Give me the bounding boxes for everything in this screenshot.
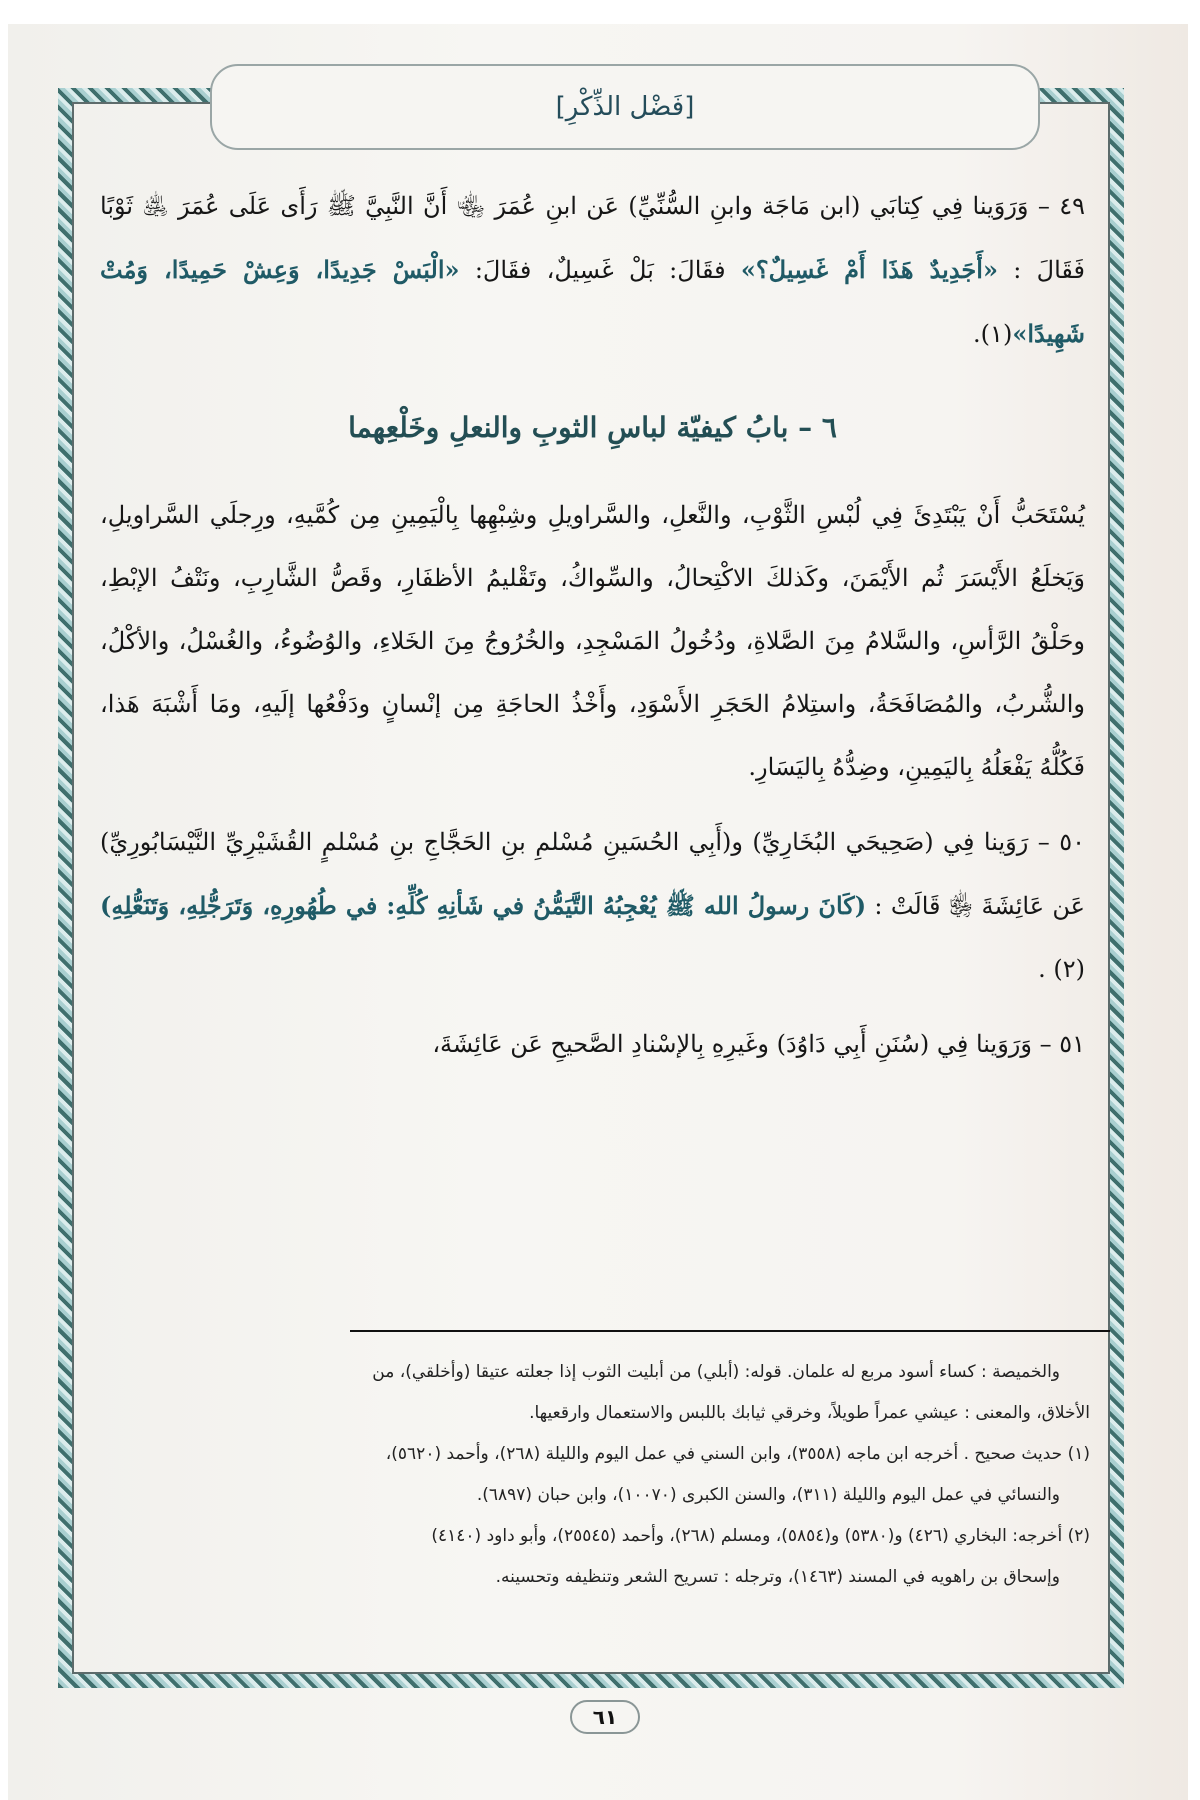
hadith-49-line1: ٤٩ – وَرَوَينا فِي كِتابَي (ابن مَاجَة وابنِ السُّنِّيِّ) عَن ابنِ عُمَرَ ﵄ أَنَّ النَّبِيَّ ﷺ (326, 192, 1085, 220)
footnote-continuation-1: والخميصة : كساء أسود مربع له علمان. قوله: (أبلي) من أبليت الثوب إذا جعلته عتيقا (وأخلقي)، من (372, 1362, 1060, 1382)
running-header (210, 64, 1040, 150)
page-number (570, 1700, 640, 1734)
hadith-49-quote: «أَجَدِيدٌ هَذَا أَمْ غَسِيلٌ؟» (740, 255, 998, 284)
footnote-ref-1: (١). (973, 320, 1013, 348)
running-header-title: [فَضْل الذِّكْرِ] (555, 92, 695, 122)
footnote-1-line2: والنسائي في عمل اليوم والليلة (٣١١)، والسنن الكبرى (١٠٠٧٠)، وابن حبان (٦٨٩٧). (476, 1485, 1060, 1505)
hadith-51: ٥١ – وَرَوَينا فِي (سُنَنِ أَبِي دَاوُدَ) وغَيرِهِ بِالإسْنادِ الصَّحيحِ عَن عَائِشَةَ، (432, 1030, 1085, 1058)
hadith-50-quote: (كَانَ رسولُ الله ﷺ يُعْجِبُهُ التَّيَمُّنُ في شَأنِهِ كُلِّهِ: في طُهُورِهِ، وَتَرَجُّلِهِ، وَتَنَعُّلِهِ) (100, 891, 867, 920)
hadith-49-quote-2: «الْبَسْ جَدِيدًا، وَعِشْ حَمِيدًا، وَمُتْ شَهِيدًا» (100, 255, 1085, 348)
intro-paragraph: يُسْتَحَبُّ أَنْ يَبْتَدِئَ فِي لُبْسِ الثَّوْبِ، والنَّعلِ، والسَّراويلِ وشِبْهِها بِالْيَمِينِ مِن كُمَّيهِ، ورِجلَي السَّراويلِ، وَيَخلَعُ الأَيْسَرَ ثُم الأَيْمَنَ، وكَذلكَ الاكْتِحالُ، والسِّواكُ، وتَقْليمُ الأظفَارِ، وقَصُّ الشَّارِبِ، ونَتْفُ الإبْطِ، وحَلْقُ الرَّأسِ، والسَّلامُ مِنَ الصَّلاةِ، ودُخُولُ المَسْجِدِ، والخُرُوجُ مِنَ الخَلاءِ، والوُضُوءُ، والغُسْلُ، والأكْلُ، والشُّربُ، والمُصَافَحَةُ، واستِلامُ الحَجَرِ الأَسْوَدِ، وأَخْذُ الحاجَةِ مِن إنْسانٍ ودَفْعُها إلَيهِ، ومَا أَشْبَهَ هَذا، فَكُلُّهُ يَفْعَلُهُ بِاليَمِينِ، وضِدُّهُ بِاليَسَارِ. (100, 501, 1085, 781)
footnote-continuation-2: الأخلاق، والمعنى : عيشي عمراً طويلاً، وخرقي ثيابك باللبس والاستعمال وارقعيها. (529, 1403, 1090, 1423)
footnote-ref-2: (٢) . (1038, 955, 1085, 983)
hadith-50 (100, 811, 1085, 1001)
section-heading: ٦ – بابُ كيفيّة لباسِ الثوبِ والنعلِ وخَلْعِهما (348, 411, 837, 444)
hadith-49 (100, 175, 1085, 366)
hadith-49-prefix: رَأَى عَلَى عُمَرَ ﵁ ثَوْبًا فَقَالَ : (100, 192, 1085, 284)
hadith-49-suffix: فقَالَ: بَلْ غَسِيلٌ، فقَالَ: (474, 256, 741, 284)
footnote-2-line2: وإسحاق بن راهويه في المسند (١٤٦٣)، وترجله : تسريح الشعر وتنظيفه وتحسينه. (495, 1567, 1060, 1587)
footnote-1-line1: (١) حديث صحيح . أخرجه ابن ماجه (٣٥٥٨)، وابن السني في عمل اليوم والليلة (٢٦٨)، وأحمد (٥٦٢٠)، (385, 1444, 1090, 1464)
hadith-50-prefix: ٥٠ – رَوَينا فِي (صَحِيحَي البُخَارِيِّ) و(أَبِي الحُسَينِ مُسْلمِ بنِ الحَجَّاجِ بنِ مُسْلمٍ القُشَيْرِيِّ النَّيْسَابُورِيِّ) عَن عَائِشَةَ ﵂ قَالَتْ : (100, 828, 1085, 920)
page-number-label: ٦١ (592, 1705, 618, 1729)
footnotes (100, 1352, 1090, 1598)
footnote-2-line1: (٢) أخرجه: البخاري (٤٢٦) و(٥٣٨٠) و(٥٨٥٤)، ومسلم (٢٦٨)، وأحمد (٢٥٥٤٥)، وأبو داود (٤١٤٠) (431, 1526, 1090, 1546)
main-text (100, 175, 1085, 1076)
footnote-divider (350, 1330, 1110, 1332)
